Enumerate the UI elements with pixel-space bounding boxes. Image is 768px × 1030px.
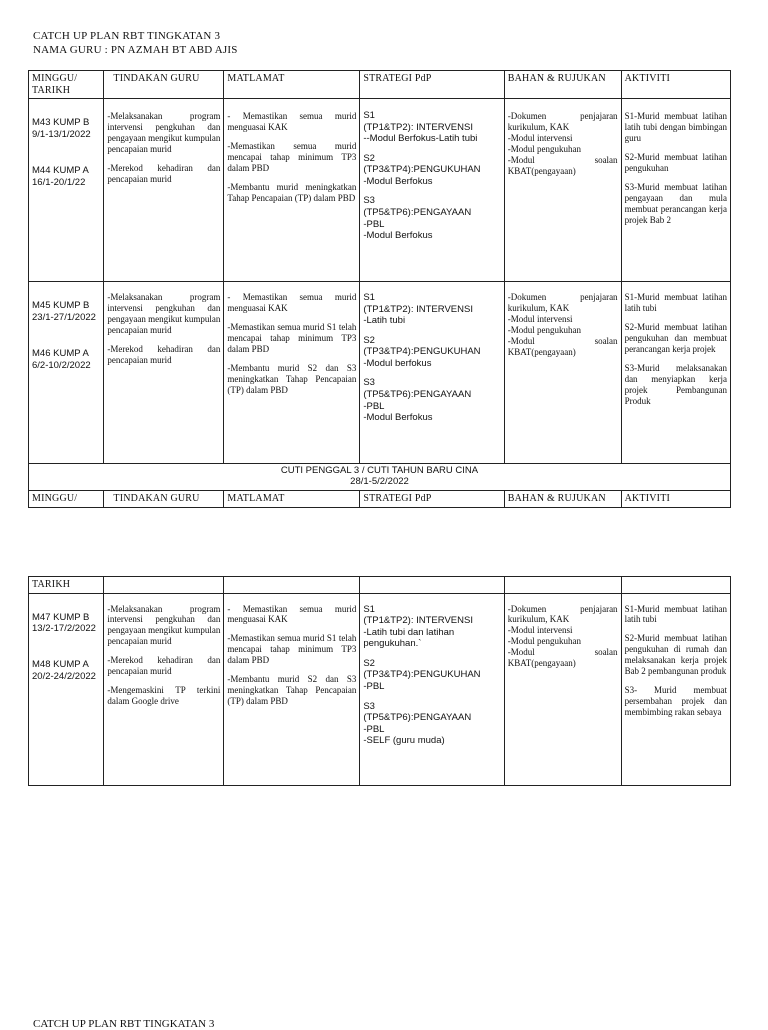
tindakan-item: -Melaksanakan program intervensi pengkuhan dan pengayaan mengikut kumpulan pencapaian murid — [107, 292, 221, 335]
tindakan-item: -Merekod kehadiran dan pencapaian murid — [107, 655, 221, 677]
week-cell — [29, 593, 104, 785]
table-row — [29, 282, 731, 464]
table-header-row-continued — [29, 491, 731, 508]
matlamat-item: - Memastikan semua murid menguasai KAK — [227, 111, 357, 132]
tindakan-cell — [104, 99, 224, 282]
holiday-row — [29, 464, 731, 491]
tindakan-cell — [104, 282, 224, 464]
aktiviti-item: S1-Murid membuat latihan latih tubi — [624, 603, 727, 625]
matlamat-item: -Memastikan semua murid mencapai tahap minimum TP3 dalam PBD — [227, 140, 357, 173]
plan-table-page-2 — [28, 576, 731, 786]
matlamat-item: -Memastikan semua murid S1 telah mencapai tahap minimum TP3 dalam PBD — [227, 321, 357, 354]
holiday-dates: 28/1-5/2/2022 — [350, 475, 409, 487]
strategi-cell: S1 (TP1&TP2): INTERVENSI --Modul Berfokus-Latih tubi S2 (TP3&TP4):PENGUKUHAN -Modul Berfokus S3 (TP5&TP6):PENGAYAAN -PBL -Modul Berfokus — [360, 99, 504, 282]
table-header-row — [29, 71, 731, 99]
header-tarikh: TARIKH — [29, 577, 104, 594]
table-header-row-tarikh — [29, 577, 731, 594]
header-tindakan: TINDAKAN GURU — [104, 491, 224, 508]
matlamat-cell — [224, 99, 360, 282]
bahan-cell: -Dokumen penjajaran kurikulum, KAK -Modul intervensi -Modul pengukuhan -Modul soalan KBAT(pengayaan) — [504, 593, 621, 785]
week-cell — [29, 99, 104, 282]
teacher-name: NAMA GURU : PN AZMAH BT ABD AJIS — [33, 44, 238, 56]
week-label: M44 KUMP A — [32, 164, 89, 176]
week-label: M48 KUMP A — [32, 659, 89, 671]
matlamat-item: -Membantu murid S2 dan S3 meningkatkan Tahap Pencapaian (TP) dalam PBD — [227, 362, 357, 395]
header-bahan: BAHAN & RUJUKAN — [504, 491, 621, 508]
aktiviti-item: S2-Murid membuat latihan pengukuhan — [624, 151, 727, 173]
strategi-cell: S1 (TP1&TP2): INTERVENSI -Latih tubi dan latihan pengukuhan.` S2 (TP3&TP4):PENGUKUHAN -PBL S3 (TP5&TP6):PENGAYAAN -PBL -SELF (guru muda) — [360, 593, 504, 785]
week-label: M45 KUMP B — [32, 300, 90, 311]
bahan-cell: -Dokumen penjajaran kurikulum, KAK -Modul intervensi -Modul pengukuhan -Modul soalan KBAT(pengayaan) — [504, 282, 621, 464]
week-date: 20/2-24/2/2022 — [32, 671, 96, 683]
week-date: 6/2-10/2/2022 — [32, 359, 91, 371]
aktiviti-cell — [621, 99, 730, 282]
aktiviti-cell — [621, 593, 730, 785]
header-tindakan: TINDAKAN GURU — [104, 71, 224, 99]
header-strategi: STRATEGI PdP — [360, 491, 504, 508]
week-date: 16/1-20/1/22 — [32, 176, 86, 188]
aktiviti-item: S1-Murid membuat latihan latih tubi — [624, 292, 727, 313]
aktiviti-cell — [621, 282, 730, 464]
header-aktiviti: AKTIVITI — [621, 491, 730, 508]
matlamat-item: -Membantu murid S2 dan S3 meningkatkan Tahap Pencapaian (TP) dalam PBD — [227, 674, 357, 707]
tindakan-cell — [104, 593, 224, 785]
plan-table-page-1 — [28, 70, 731, 508]
week-label: M43 KUMP B — [32, 117, 90, 128]
header-minggu: MINGGU/ — [29, 491, 104, 508]
header-strategi: STRATEGI PdP — [360, 71, 504, 99]
header-bahan: BAHAN & RUJUKAN — [504, 71, 621, 99]
table-row — [29, 593, 731, 785]
bahan-cell: -Dokumen penjajaran kurikulum, KAK -Modul intervensi -Modul pengukuhan -Modul soalan KBAT(pengayaan) — [504, 99, 621, 282]
week-date: 9/1-13/1/2022 — [32, 128, 91, 140]
holiday-title: CUTI PENGGAL 3 / CUTI TAHUN BARU CINA — [280, 465, 479, 476]
week-date: 13/2-17/2/2022 — [32, 623, 96, 635]
week-cell — [29, 282, 104, 464]
strategi-cell: S1 (TP1&TP2): INTERVENSI -Latih tubi S2 (TP3&TP4):PENGUKUHAN -Modul berfokus S3 (TP5&TP6):PENGAYAAN -PBL -Modul Berfokus — [360, 282, 504, 464]
matlamat-cell — [224, 282, 360, 464]
matlamat-cell — [224, 593, 360, 785]
tindakan-item: -Melaksanakan program intervensi pengkuhan dan pengayaan mengikut kumpulan pencapaian murid — [107, 111, 221, 154]
tindakan-item: -Merekod kehadiran dan pencapaian murid — [107, 162, 221, 184]
aktiviti-item: S2-Murid membuat latihan pengukuhan dan membuat perancangan kerja projek — [624, 321, 727, 354]
table-row — [29, 99, 731, 282]
header-aktiviti: AKTIVITI — [621, 71, 730, 99]
matlamat-item: -Membantu murid meningkatkan Tahap Pencapaian (TP) dalam PBD — [227, 181, 357, 203]
week-label: M46 KUMP A — [32, 347, 89, 359]
tindakan-item: -Melaksanakan program intervensi pengkuhan dan pengayaan mengikut kumpulan pencapaian murid — [107, 603, 221, 647]
matlamat-item: -Memastikan semua murid S1 telah mencapai tahap minimum TP3 dalam PBD — [227, 633, 357, 666]
header-tarikh: TARIKH — [32, 84, 71, 96]
aktiviti-item: S3-Murid membuat latihan pengayaan dan mula membuat perancangan kerja projek Bab 2 — [624, 181, 727, 225]
header-matlamat: MATLAMAT — [224, 491, 360, 508]
matlamat-item: - Memastikan semua murid menguasai KAK — [227, 292, 357, 313]
aktiviti-item: S2-Murid membuat latihan pengukuhan di rumah dan melaksanakan kerja projek Bab 2 pembangunan produk — [624, 633, 727, 677]
aktiviti-item: S1-Murid membuat latihan latih tubi dengan bimbingan guru — [624, 111, 727, 143]
tindakan-item: -Merekod kehadiran dan pencapaian murid — [107, 343, 221, 365]
holiday-cell — [29, 464, 731, 491]
aktiviti-item: S3- Murid membuat persembahan projek dan membimbing rakan sebaya — [624, 685, 727, 718]
document-title: CATCH UP PLAN RBT TINGKATAN 3 — [33, 30, 221, 42]
header-minggu-tarikh — [29, 71, 104, 99]
next-page-title: CATCH UP PLAN RBT TINGKATAN 3 — [33, 1018, 215, 1030]
matlamat-item: - Memastikan semua murid menguasai KAK — [227, 603, 357, 625]
week-date: 23/1-27/1/2022 — [32, 311, 96, 323]
header-minggu: MINGGU/ — [32, 73, 78, 84]
header-matlamat: MATLAMAT — [224, 71, 360, 99]
aktiviti-item: S3-Murid melaksanakan dan menyiapkan kerja projek Pembangunan Produk — [624, 362, 727, 406]
week-label: M47 KUMP B — [32, 611, 90, 623]
tindakan-item: -Mengemaskini TP terkini dalam Google drive — [107, 685, 221, 707]
